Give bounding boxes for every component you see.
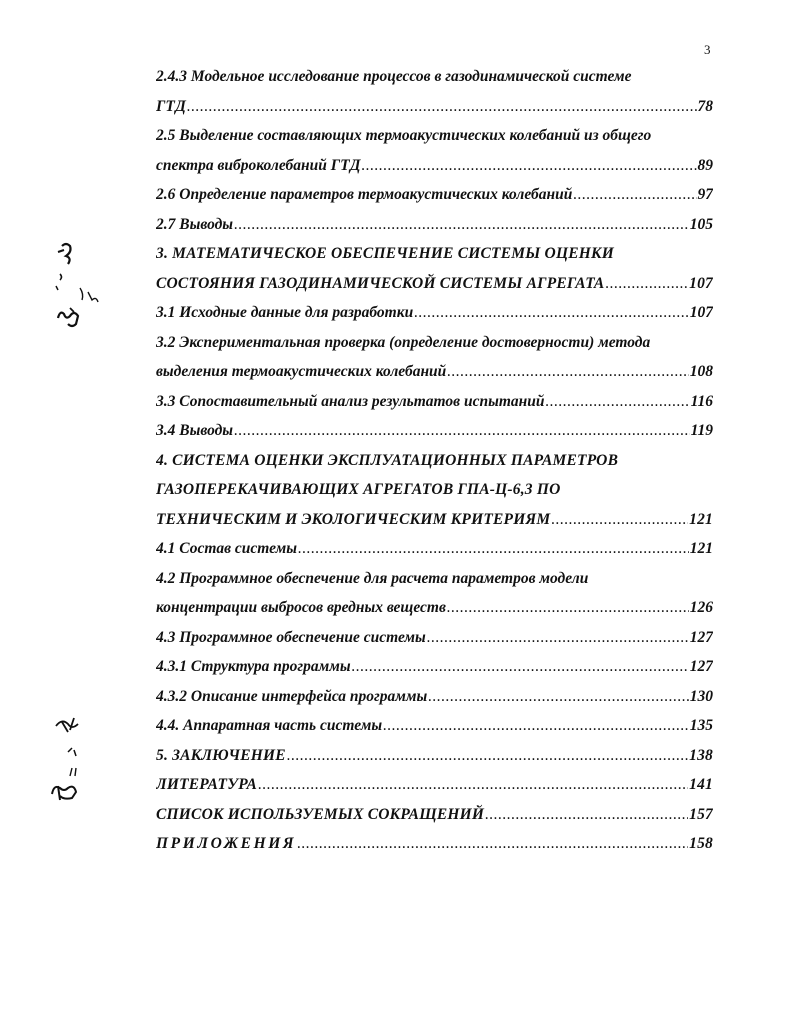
- dot-leader: [427, 623, 689, 653]
- toc-page-number: 127: [689, 628, 713, 646]
- toc-entry-title: 3.4 Выводы: [156, 422, 234, 439]
- toc-page-number: 121: [689, 540, 713, 557]
- toc-entry-4-2[interactable]: [156, 593, 713, 623]
- dot-leader: [297, 829, 688, 859]
- toc-chapter-title: СОСТОЯНИЯ ГАЗОДИНАМИЧЕСКОЙ СИСТЕМЫ АГРЕГАТА: [156, 274, 605, 292]
- toc-entry-2-7[interactable]: [156, 210, 713, 240]
- toc-entry-3-2[interactable]: [156, 357, 713, 387]
- toc-chapter-title: ТЕХНИЧЕСКИМ И ЭКОЛОГИЧЕСКИМ КРИТЕРИЯМ: [156, 510, 551, 528]
- toc-page-number: 141: [689, 776, 713, 793]
- toc-page-number: 127: [689, 658, 713, 675]
- toc-page-number: 130: [689, 687, 713, 705]
- toc-page-number: 105: [689, 215, 713, 233]
- toc-entry-4-4[interactable]: [156, 711, 713, 741]
- dot-leader: [551, 505, 688, 535]
- toc-page-number: 138: [689, 746, 713, 764]
- toc-entry-4-2-line1: [156, 564, 713, 594]
- dot-leader: [546, 387, 690, 417]
- toc-chapter-3[interactable]: [156, 269, 713, 299]
- toc-chapter-4-line1: [156, 446, 713, 476]
- toc-entry-4-3-2[interactable]: [156, 682, 713, 712]
- toc-entry-2-5[interactable]: [156, 151, 713, 181]
- dot-leader: [383, 711, 689, 741]
- dot-leader: [362, 151, 697, 181]
- toc-entry-title: 3.2 Экспериментальная проверка (определение достоверности) метода: [156, 333, 651, 351]
- toc-chapter-title: ПРИЛОЖЕНИЯ: [156, 835, 297, 852]
- page-number: 3: [704, 42, 711, 57]
- toc-entry-title: 4.3 Программное обеспечение системы: [156, 628, 426, 646]
- toc-page-number: 97: [697, 186, 713, 203]
- toc-entry-title: спектра виброколебаний ГТД: [156, 156, 361, 174]
- dot-leader: [287, 741, 688, 771]
- toc-entry-2-4-3[interactable]: [156, 92, 713, 122]
- toc-entry-title: 4.4. Аппаратная часть системы: [156, 717, 383, 734]
- toc-entry-title: 4.3.2 Описание интерфейса программы: [156, 687, 428, 705]
- toc-entry-title: 4.2 Программное обеспечение для расчета параметров модели: [156, 569, 589, 587]
- toc-page-number: 126: [689, 599, 713, 616]
- toc-entry-title: 4.3.1 Структура программы: [156, 658, 351, 675]
- toc-chapter-title: 3. МАТЕМАТИЧЕСКОЕ ОБЕСПЕЧЕНИЕ СИСТЕМЫ ОЦЕНКИ: [156, 245, 614, 262]
- dot-leader: [485, 800, 688, 830]
- toc-entry-2-6[interactable]: [156, 180, 713, 210]
- toc-chapter-title: 5. ЗАКЛЮЧЕНИЕ: [156, 746, 286, 764]
- toc-entry-title: концентрации выбросов вредных веществ: [156, 599, 446, 616]
- dot-leader: [414, 298, 689, 328]
- toc-page-number: 157: [689, 805, 713, 823]
- margin-handwriting-upper: [48, 238, 110, 333]
- toc-chapter-title: 4. СИСТЕМА ОЦЕНКИ ЭКСПЛУАТАЦИОННЫХ ПАРАМЕТРОВ: [156, 451, 619, 469]
- toc-entry-2-4-3-line1: [156, 62, 713, 92]
- dot-leader: [234, 416, 690, 446]
- dot-leader: [234, 210, 689, 240]
- toc-page-number: 135: [689, 717, 713, 734]
- toc-entry-title: 3.3 Сопоставительный анализ результатов испытаний: [156, 392, 545, 410]
- dot-leader: [187, 92, 697, 122]
- toc-chapter-title: ГАЗОПЕРЕКАЧИВАЮЩИХ АГРЕГАТОВ ГПА-Ц-6,3 ПО: [156, 481, 561, 498]
- toc-entry-3-1[interactable]: [156, 298, 713, 328]
- toc-entry-title: ГТД: [156, 97, 186, 115]
- toc-page-number: 119: [690, 422, 713, 439]
- toc-appendices[interactable]: [156, 829, 713, 859]
- toc-entry-title: 2.6 Определение параметров термоакустических колебаний: [156, 186, 573, 203]
- toc-literature[interactable]: [156, 770, 713, 800]
- toc-entry-title: 2.7 Выводы: [156, 215, 234, 233]
- toc-chapter-title: ЛИТЕРАТУРА: [156, 776, 258, 793]
- dot-leader: [298, 534, 689, 564]
- toc-page-number: 108: [689, 363, 713, 380]
- toc-entry-title: 2.4.3 Модельное исследование процессов в газодинамической системе: [156, 68, 632, 85]
- dot-leader: [428, 682, 688, 712]
- dot-leader: [258, 770, 688, 800]
- toc-page-number: 116: [690, 392, 713, 410]
- toc-entry-title: 2.5 Выделение составляющих термоакустических колебаний из общего: [156, 127, 652, 144]
- toc-page-number: 89: [697, 156, 713, 174]
- dot-leader: [352, 652, 689, 682]
- dot-leader: [605, 269, 688, 299]
- dot-leader: [447, 357, 688, 387]
- toc-page-number: 78: [697, 97, 713, 115]
- toc-chapter-3-line1: [156, 239, 713, 269]
- toc-entry-3-2-line1: [156, 328, 713, 358]
- toc-chapter-5[interactable]: [156, 741, 713, 771]
- toc-entry-4-3-1[interactable]: [156, 652, 713, 682]
- dot-leader: [573, 180, 696, 210]
- toc-page-number: 121: [689, 510, 713, 528]
- toc-page-number: 107: [689, 274, 713, 292]
- toc-chapter-4-line2: [156, 475, 713, 505]
- toc-abbreviations[interactable]: [156, 800, 713, 830]
- toc-chapter-4[interactable]: [156, 505, 713, 535]
- toc-entry-4-1[interactable]: [156, 534, 713, 564]
- dot-leader: [447, 593, 689, 623]
- toc-entry-4-3[interactable]: [156, 623, 713, 653]
- toc-entry-title: выделения термоакустических колебаний: [156, 363, 447, 380]
- toc-entry-3-4[interactable]: [156, 416, 713, 446]
- toc-page-number: 107: [689, 304, 713, 321]
- toc-chapter-title: СПИСОК ИСПОЛЬЗУЕМЫХ СОКРАЩЕНИЙ: [156, 805, 485, 823]
- toc-entry-2-5-line1: [156, 121, 713, 151]
- table-of-contents: [156, 62, 713, 859]
- toc-entry-title: 4.1 Состав системы: [156, 540, 298, 557]
- toc-entry-title: 3.1 Исходные данные для разработки: [156, 304, 414, 321]
- toc-page-number: 158: [689, 835, 713, 852]
- toc-entry-3-3[interactable]: [156, 387, 713, 417]
- margin-handwriting-lower: [44, 712, 92, 807]
